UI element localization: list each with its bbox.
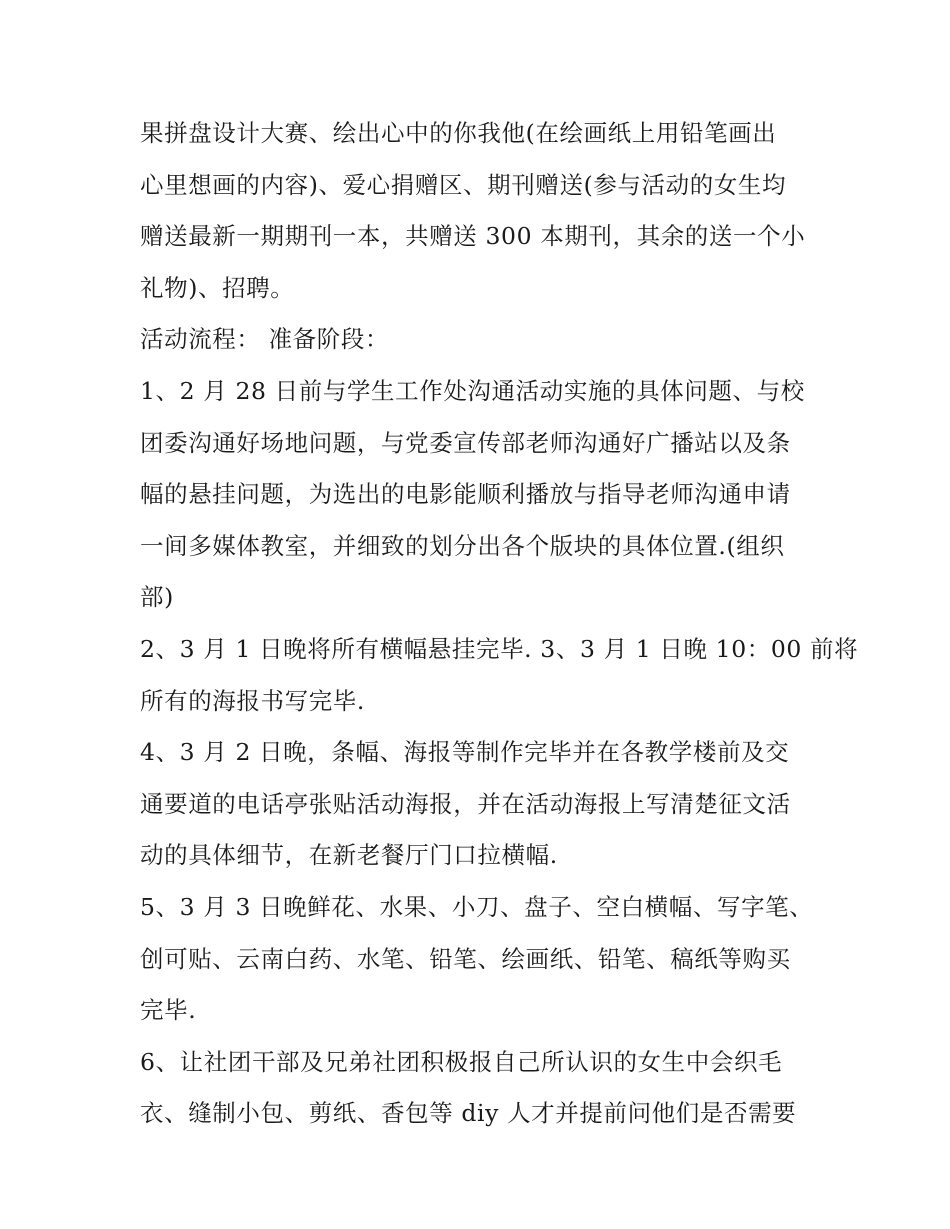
text-line: 幅的悬挂问题，为选出的电影能顺利播放与指导老师沟通申请 (140, 480, 791, 509)
text-line: 赠送最新一期期刊一本，共赠送 300 本期刊，其余的送一个小 (140, 222, 806, 251)
text-line: 1、2 月 28 日前与学生工作处沟通活动实施的具体问题、与校 (140, 376, 805, 405)
text-line: 心里想画的内容)、爱心捐赠区、期刊赠送(参与活动的女生均 (140, 170, 787, 199)
section-heading-line: 活动流程： 准备阶段： (140, 325, 390, 354)
text-line: 6、让社团干部及兄弟社团积极报自己所认识的女生中会织毛 (140, 1047, 783, 1076)
text-line: 4、3 月 2 日晚，条幅、海报等制作完毕并在各教学楼前及交 (140, 738, 790, 767)
text-line: 所有的海报书写完毕. (140, 686, 365, 715)
text-line: 衣、缝制小包、剪纸、香包等 diy 人才并提前问他们是否需要 (140, 1099, 797, 1128)
text-line: 通要道的电话亭张贴活动海报，并在活动海报上写清楚征文活 (140, 789, 791, 818)
text-line: 完毕. (140, 996, 197, 1025)
text-line: 动的具体细节，在新老餐厅门口拉横幅. (140, 841, 558, 870)
text-line: 创可贴、云南白药、水笔、铅笔、绘画纸、铅笔、稿纸等购买 (140, 944, 791, 973)
text-line: 礼物)、招聘。 (140, 273, 295, 302)
text-line: 果拼盘设计大赛、绘出心中的你我他(在绘画纸上用铅笔画出 (140, 119, 777, 147)
text-line: 团委沟通好场地问题，与党委宣传部老师沟通好广播站以及条 (140, 428, 791, 457)
text-line: 2、3 月 1 日晚将所有横幅悬挂完毕. 3、3 月 1 日晚 10：00 前将 (140, 634, 859, 663)
text-line: 部) (140, 583, 174, 612)
text-line: 一间多媒体教室，并细致的划分出各个版块的具体位置.(组织 (140, 531, 785, 560)
document-body (140, 108, 859, 1140)
text-line: 5、3 月 3 日晚鲜花、水果、小刀、盘子、空白横幅、写字笔、 (140, 892, 814, 921)
